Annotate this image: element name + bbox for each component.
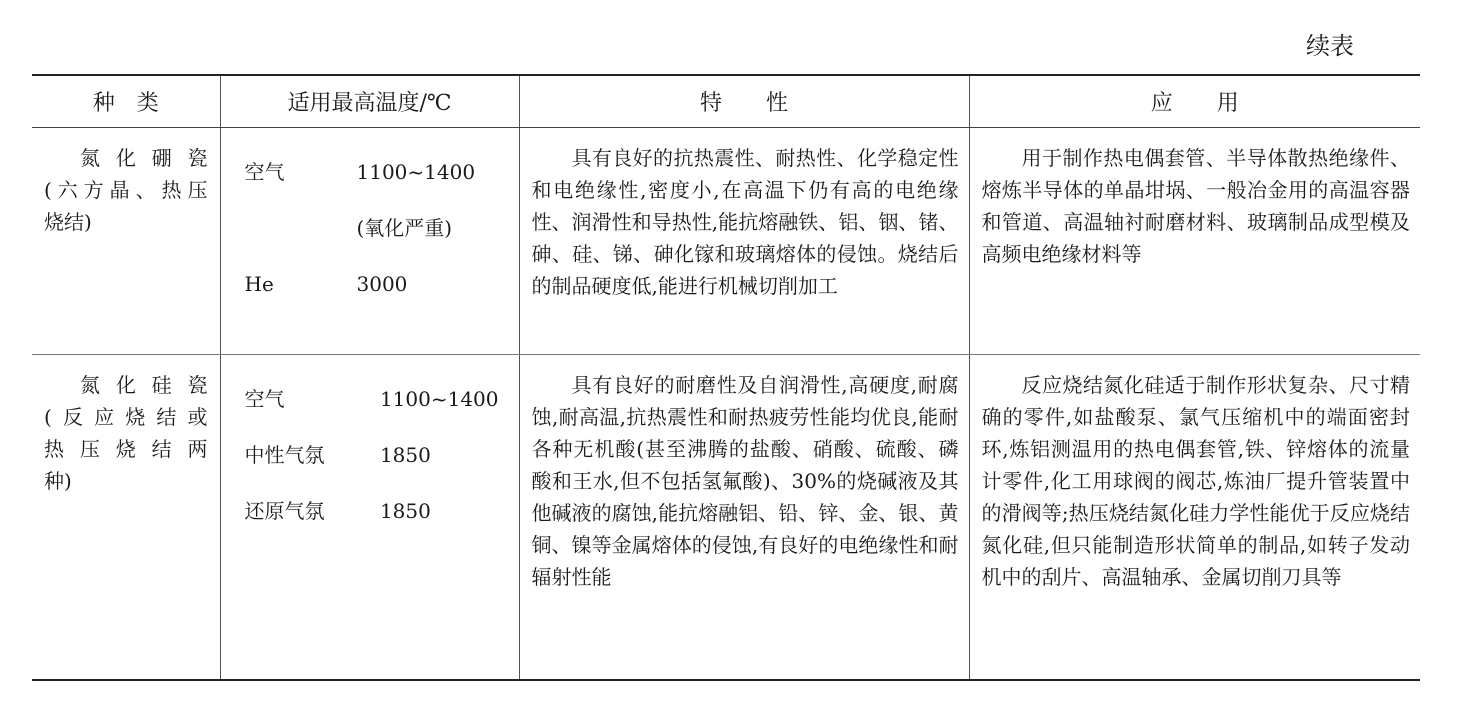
header-property: 特 性 xyxy=(519,75,969,128)
temp-medium: 空气 xyxy=(244,387,285,411)
application-text: 用于制作热电偶套管、半导体散热绝缘件、熔炼半导体的单晶坩埚、一般冶金用的高温容器和管道、高温轴衬耐磨材料、玻璃制品成型模及高频电绝缘材料等 xyxy=(981,146,1410,266)
temp-medium: 还原气氛 xyxy=(244,499,325,523)
application-cell xyxy=(969,355,1420,681)
header-row xyxy=(32,75,1420,128)
temp-value: 1850 xyxy=(379,499,431,523)
temp-medium: He xyxy=(244,272,274,296)
max-temp-cell xyxy=(220,355,519,681)
kind-detail: 烧结) xyxy=(44,210,92,234)
property-text: 具有良好的抗热震性、耐热性、化学稳定性和电绝缘性,密度小,在高温下仍有高的电绝缘性、润滑性和导热性,能抗熔融铁、铝、铟、锗、砷、硅、锑、砷化镓和玻璃熔体的侵蚀。烧结后的制品硬度低,能进行机械切削加工 xyxy=(531,146,959,298)
temp-entry xyxy=(233,142,486,198)
temp-list xyxy=(233,369,509,537)
kind-cell xyxy=(32,355,220,681)
header-application: 应 用 xyxy=(969,75,1420,128)
kind-name: 氮化硅瓷 xyxy=(80,373,208,397)
property-text: 具有良好的耐磨性及自润滑性,高硬度,耐腐蚀,耐高温,抗热震性和耐热疲劳性能均优良,能耐各种无机酸(甚至沸腾的盐酸、硝酸、硫酸、磷酸和王水,但不包括氢氟酸)、30%的烧碱液及其他碱液的腐蚀,能抗熔融铝、铅、锌、金、银、黄铜、镍等金属熔体的侵蚀,有良好的电绝缘性和耐辐射性能 xyxy=(531,373,959,589)
temp-entry xyxy=(233,481,509,537)
temp-value: 1100~1400 xyxy=(379,387,499,411)
temp-entry xyxy=(233,369,509,425)
kind-cell xyxy=(32,128,220,355)
header-max-temp: 适用最高温度/℃ xyxy=(220,75,519,128)
temp-value: 1100~1400 xyxy=(356,160,476,184)
temp-entry xyxy=(233,198,486,254)
application-cell xyxy=(969,128,1420,355)
temp-entry xyxy=(233,425,509,481)
kind-name: 氮化硼瓷 xyxy=(80,146,208,170)
table-row xyxy=(32,355,1420,681)
temp-list xyxy=(233,142,486,310)
header-kind: 种 类 xyxy=(32,75,220,128)
kind-detail: 热压烧结两 xyxy=(44,437,208,461)
property-cell xyxy=(519,355,969,681)
table-row xyxy=(32,128,1420,355)
temp-medium: 中性气氛 xyxy=(244,443,325,467)
continued-label: 续表 xyxy=(1306,32,1354,60)
kind-detail: (六方晶、热压 xyxy=(44,178,208,202)
temp-value: 1850 xyxy=(379,443,431,467)
temp-value: 3000 xyxy=(356,272,408,296)
temp-entry xyxy=(233,254,486,310)
temp-medium xyxy=(233,198,345,254)
materials-table xyxy=(32,74,1420,681)
application-text: 反应烧结氮化硅适于制作形状复杂、尺寸精确的零件,如盐酸泵、氯气压缩机中的端面密封环,炼铝测温用的热电偶套管,铁、锌熔体的流量计零件,化工用球阀的阀芯,炼油厂提升管装置中的滑阀等;热压烧结氮化硅力学性能优于反应烧结氮化硅,但只能制造形状简单的制品,如转子发动机中的刮片、高温轴承、金属切削刀具等 xyxy=(981,373,1410,589)
temp-medium: 空气 xyxy=(244,160,285,184)
temp-value: (氧化严重) xyxy=(356,216,453,240)
kind-detail: 种) xyxy=(44,469,72,493)
kind-detail: (反应烧结或 xyxy=(44,405,208,429)
property-cell xyxy=(519,128,969,355)
max-temp-cell xyxy=(220,128,519,355)
table-header xyxy=(32,75,1420,128)
